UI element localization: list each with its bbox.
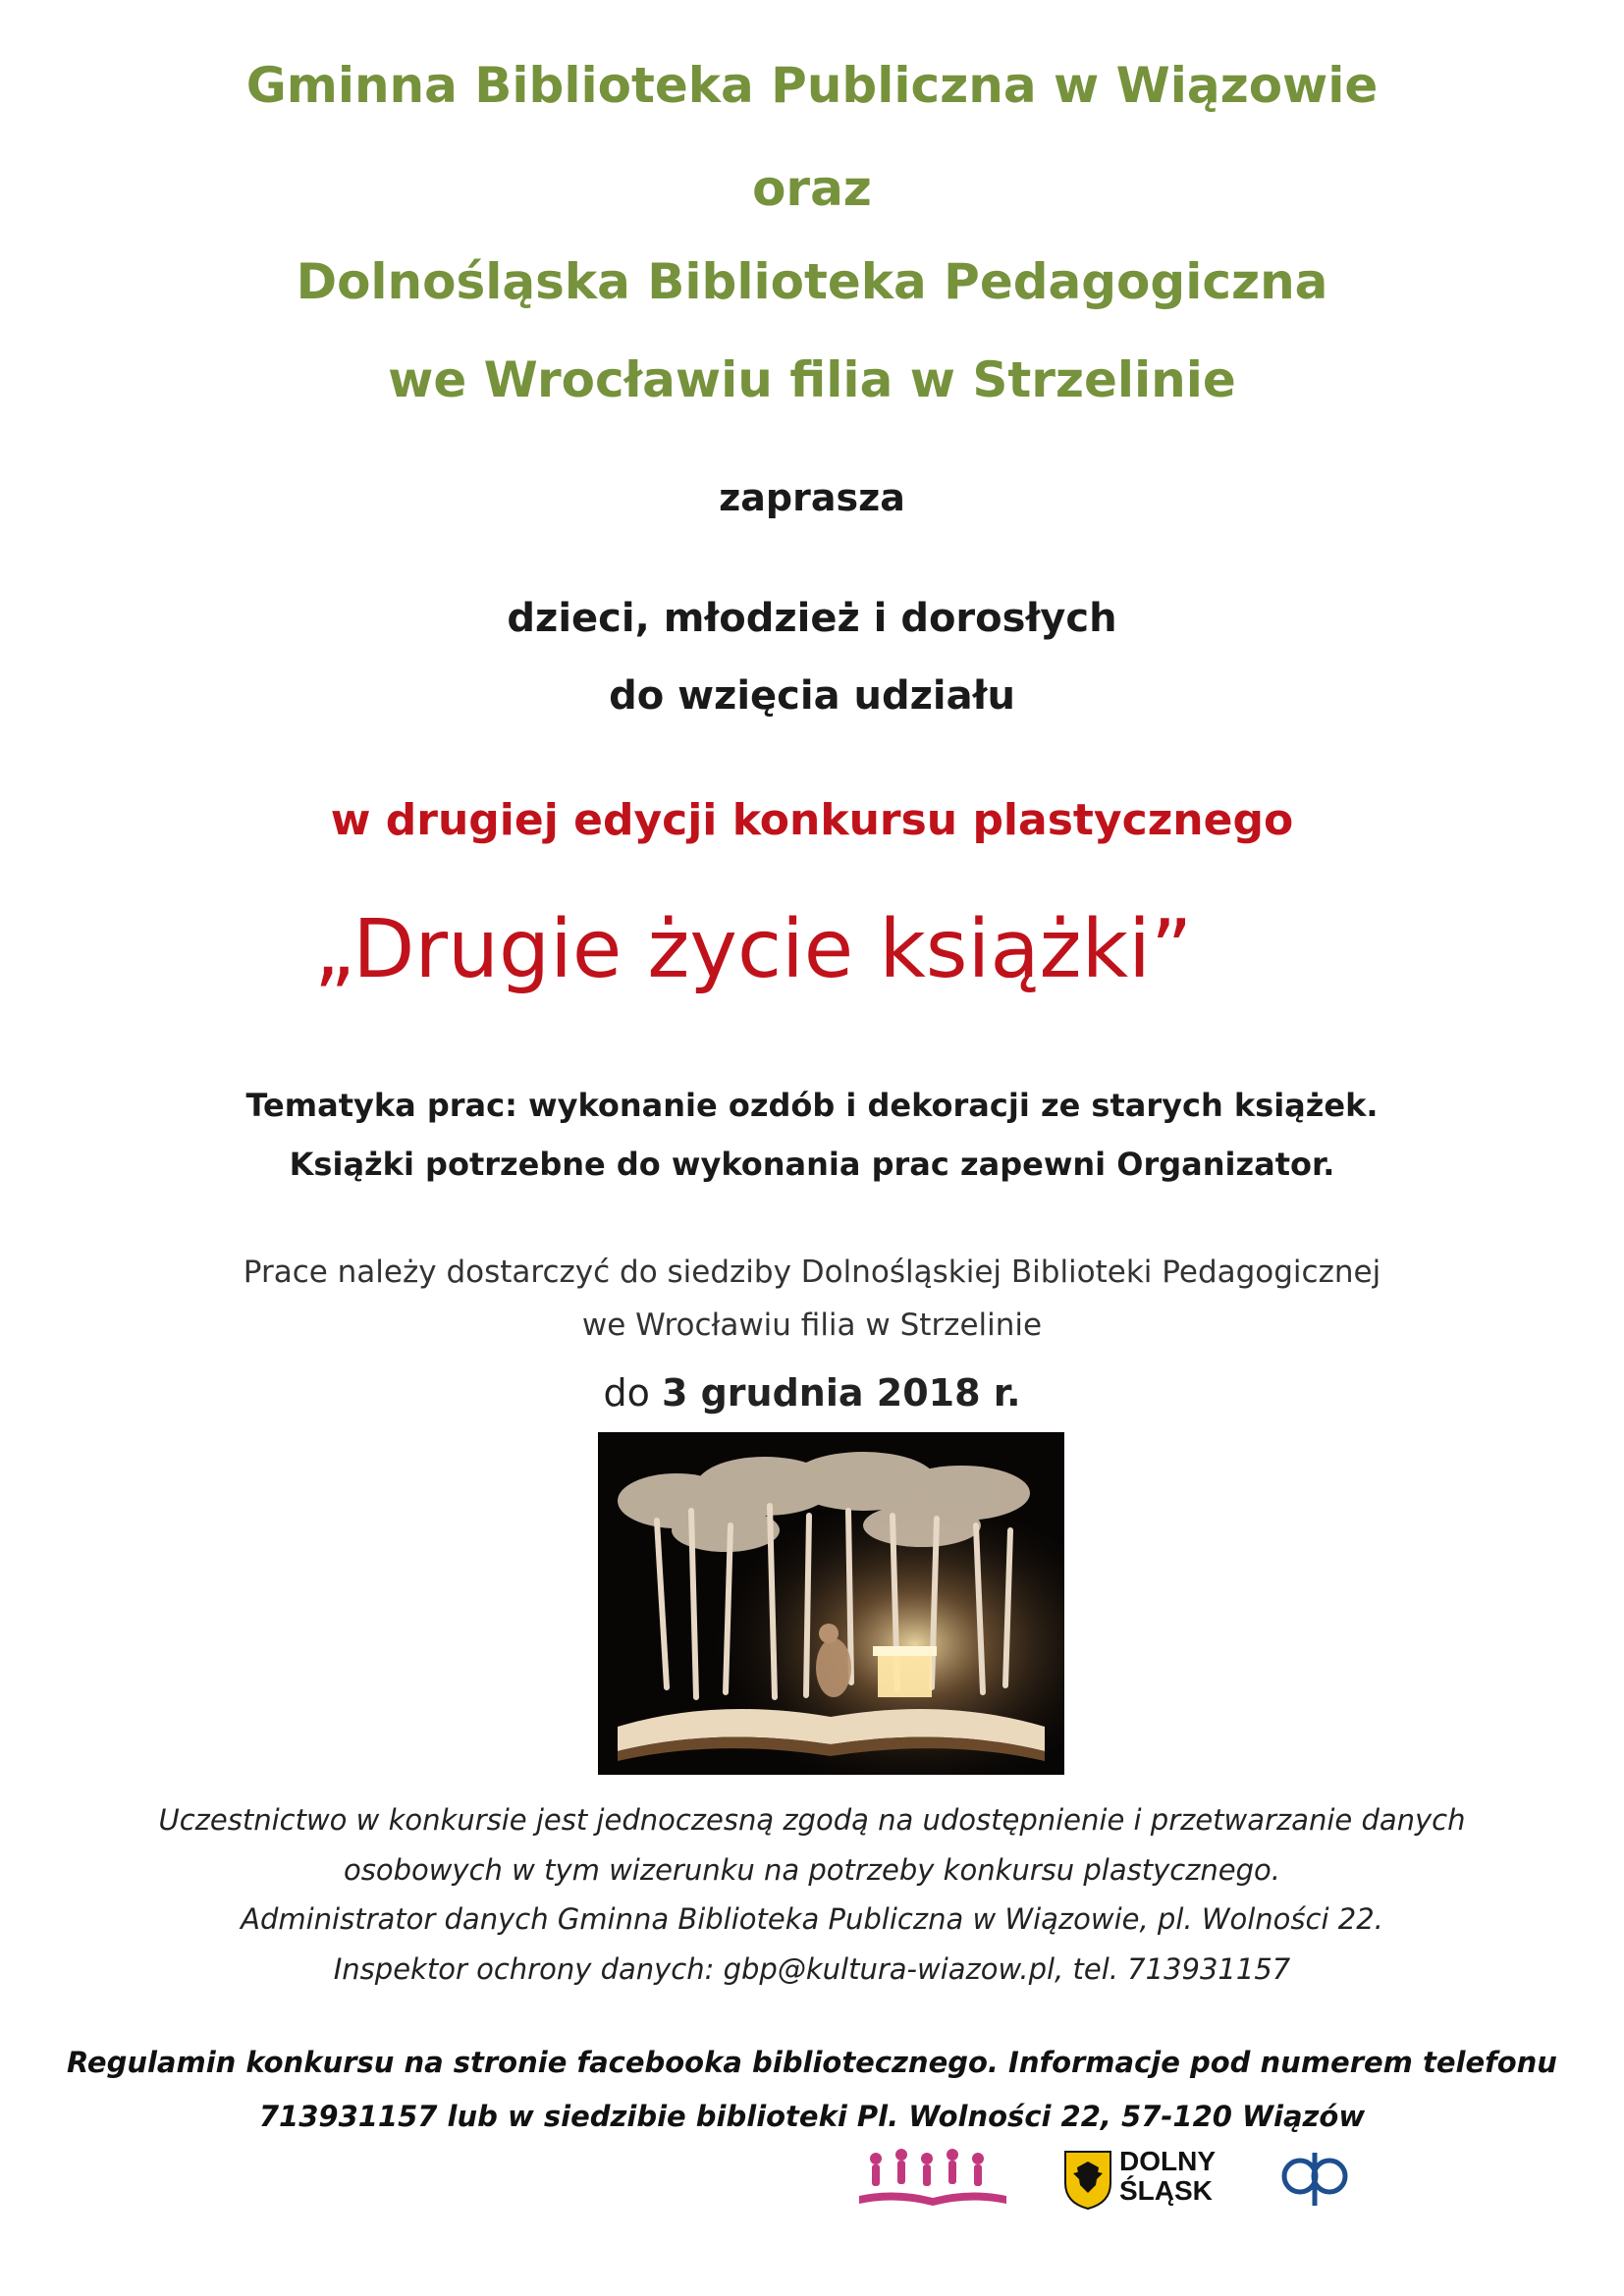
audience-line-2: do wzięcia udziału	[609, 673, 1015, 719]
region-logo-text	[1119, 2147, 1216, 2206]
region-logo-line-1: DOLNY	[1119, 2146, 1216, 2176]
delivery-line-1: Prace należy dostarczyć do siedziby Dolnośląskiej Biblioteki Pedagogicznej	[243, 1255, 1381, 1290]
audience-line-1: dzieci, młodzież i dorosłych	[507, 596, 1117, 641]
dbp-logo-icon	[1276, 2145, 1355, 2214]
sponsor-logos	[0, 2145, 1624, 2243]
contest-title: „Drugie życie książki”	[313, 903, 1193, 996]
invite-verb: zaprasza	[719, 476, 905, 519]
theme-line-1: Tematyka prac: wykonanie ozdób i dekoracji ze starych książek.	[245, 1087, 1379, 1124]
consent-line-3: Administrator danych Gminna Biblioteka Publiczna w Wiązowie, pl. Wolności 22.	[241, 1902, 1383, 1936]
book-sculpture-photo	[598, 1432, 1064, 1775]
organizer-line-3: we Wrocławiu filia w Strzelinie	[388, 351, 1236, 408]
consent-line-4: Inspektor ochrony danych: gbp@kultura-wiazow.pl, tel. 713931157	[333, 1952, 1291, 1986]
deadline-prefix: do	[603, 1371, 650, 1415]
organizer-conjunction: oraz	[752, 160, 872, 217]
coat-of-arms-icon	[1063, 2150, 1112, 2211]
theme-line-2: Książki potrzebne do wykonania prac zapewni Organizator.	[289, 1146, 1335, 1183]
organizer-line-2: Dolnośląska Biblioteka Pedagogiczna	[296, 253, 1328, 310]
consent-line-1: Uczestnictwo w konkursie jest jednoczesną zgodą na udostępnienie i przetwarzanie danych	[158, 1803, 1466, 1837]
children-book-logo	[854, 2145, 1011, 2214]
deadline	[0, 1371, 1624, 1415]
consent-line-2: osobowych w tym wizerunku na potrzeby konkursu plastycznego.	[343, 1853, 1281, 1887]
contest-edition: w drugiej edycji konkursu plastycznego	[330, 795, 1294, 845]
organizer-line-1: Gminna Biblioteka Publiczna w Wiązowie	[245, 57, 1379, 114]
region-logo-line-2: ŚLĄSK	[1119, 2175, 1213, 2206]
delivery-line-2: we Wrocławiu filia w Strzelinie	[581, 1308, 1043, 1343]
deadline-date: 3 grudnia 2018 r.	[661, 1371, 1021, 1415]
rules-line-2: 713931157 lub w siedzibie biblioteki Pl. Wolności 22, 57-120 Wiązów	[258, 2100, 1366, 2133]
dbp-logo	[1276, 2145, 1355, 2214]
rules-line-1: Regulamin konkursu na stronie facebooka bibliotecznego. Informacje pod numerem telefonu	[67, 2046, 1557, 2079]
